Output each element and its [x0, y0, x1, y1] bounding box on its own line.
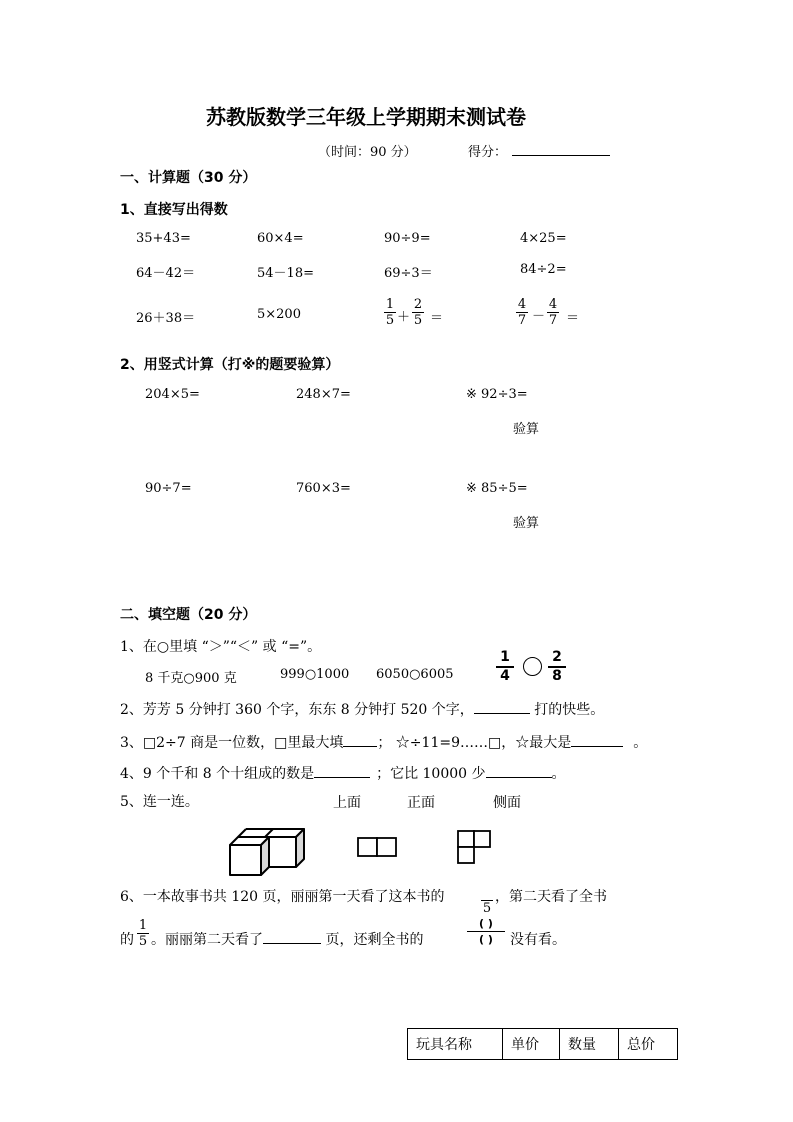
fraction	[548, 649, 566, 685]
answer-blank	[343, 734, 377, 747]
answer-blank	[474, 701, 530, 714]
fraction-numerator: 2	[552, 649, 562, 665]
question-2-text: 2、芳芳 5 分钟打 360 个字，东东 8 分钟打 520 个字，	[120, 702, 474, 718]
side-view-figure	[456, 829, 494, 865]
fraction	[137, 918, 149, 949]
page-title: 苏教版数学三年级上学期期末测试卷	[206, 105, 526, 129]
vertical-calc-item: 248×7=	[296, 387, 351, 402]
table-header-cell: 数量	[560, 1029, 619, 1060]
question-6-end: 没有看。	[510, 932, 566, 948]
fraction	[516, 297, 528, 328]
question-6-text-2: 页，还剩全书的	[321, 932, 424, 948]
calc-item: 84÷2=	[520, 262, 567, 277]
toy-table	[407, 1028, 678, 1060]
view-label-side: 侧面	[493, 795, 521, 811]
answer-blank	[314, 765, 370, 778]
fraction-denominator: 5	[413, 313, 423, 328]
question-4-text-2: ；它比 10000 少	[376, 766, 486, 782]
answer-blank	[486, 765, 552, 778]
fraction-denominator: 7	[548, 313, 558, 328]
part-2-heading: 2、用竖式计算（打※的题要验算）	[120, 357, 340, 373]
calc-item: 90÷9=	[384, 231, 431, 246]
check-label: 验算	[513, 422, 540, 437]
table-header-row	[408, 1029, 678, 1060]
fraction	[481, 885, 493, 916]
fraction	[384, 297, 396, 328]
score-label: 得分：	[468, 145, 508, 160]
question-6-line-2: 的	[120, 932, 134, 948]
vertical-calc-item: ※ 92÷3=	[466, 387, 528, 402]
fraction-numerator	[481, 885, 493, 900]
table-header-cell: 单价	[503, 1029, 560, 1060]
fraction-numerator: 4	[548, 297, 558, 312]
operator: －	[532, 309, 546, 324]
calc-item: 35+43=	[136, 231, 191, 246]
section-2-heading: 二、填空题（20 分）	[120, 607, 257, 623]
fraction-denominator: 5	[482, 901, 492, 916]
calc-item: 54－18=	[257, 266, 314, 281]
answer-fraction[interactable]	[467, 916, 505, 947]
calc-item: 4×25=	[520, 231, 567, 246]
question-6-line-1: 6、一本故事书共 120 页，丽丽第一天看了这本书的	[120, 889, 445, 905]
calc-item: 60×4=	[257, 231, 304, 246]
view-label-top: 上面	[333, 795, 361, 811]
question-3-text-2: ； ☆÷11=9……□，☆最大是	[377, 735, 572, 751]
question-3-text: 3、□2÷7 商是一位数，□里最大填	[120, 735, 344, 751]
question-5: 5、连一连。	[120, 794, 199, 810]
fraction	[412, 297, 424, 328]
compare-circle	[523, 657, 542, 676]
question-3-end: 。	[633, 735, 648, 751]
time-label: （时间：90 分）	[318, 145, 417, 160]
question-1: 1、在○里填 “＞”“＜” 或 “=”。	[120, 639, 322, 655]
fraction-numerator: 4	[517, 297, 527, 312]
section-1-heading: 一、计算题（30 分）	[120, 170, 257, 186]
vertical-calc-item: ※ 85÷5=	[466, 481, 528, 496]
question-3	[120, 732, 647, 752]
calc-item: 5×200	[257, 307, 301, 322]
table-header-cell: 总价	[619, 1029, 678, 1060]
fraction-numerator: ( )	[479, 917, 493, 930]
question-6-line-1-end: ，第二天看了全书	[495, 889, 607, 905]
compare-item: 8 千克○900 克	[145, 671, 237, 686]
answer-blank	[263, 931, 321, 944]
question-4	[120, 763, 566, 783]
compare-item: 999○1000	[280, 667, 350, 682]
part-1-heading: 1、直接写出得数	[120, 202, 228, 218]
vertical-calc-item: 204×5=	[145, 387, 200, 402]
question-2	[120, 699, 604, 719]
fraction-numerator: 1	[138, 918, 148, 933]
question-4-end: 。	[551, 766, 566, 782]
vertical-calc-item: 760×3=	[296, 481, 351, 496]
fraction-denominator: ( )	[479, 933, 493, 946]
answer-blank	[571, 734, 623, 747]
cubes-figure	[226, 826, 310, 880]
question-4-text: 4、9 个千和 8 个十组成的数是	[120, 766, 315, 782]
equals: ＝	[430, 311, 444, 326]
fraction	[547, 297, 559, 328]
fraction	[496, 649, 514, 685]
fraction-denominator: 7	[517, 313, 527, 328]
operator: ＋	[397, 310, 411, 325]
question-6-text: 。丽丽第二天看了	[151, 932, 263, 948]
table-header-cell: 玩具名称	[408, 1029, 503, 1060]
fraction-numerator: 1	[500, 649, 510, 665]
fraction-denominator: 8	[552, 668, 562, 684]
view-label-front: 正面	[407, 795, 435, 811]
calc-item: 69÷3＝	[384, 266, 433, 281]
question-2-end: 打的快些。	[529, 702, 605, 718]
fraction-numerator: 1	[385, 297, 395, 312]
check-label: 验算	[513, 516, 540, 531]
vertical-calc-item: 90÷7=	[145, 481, 192, 496]
question-6-line-2-mid	[151, 929, 423, 949]
fraction-denominator: 5	[138, 934, 148, 949]
calc-item: 26＋38＝	[136, 311, 196, 326]
top-view-figure	[357, 836, 397, 858]
fraction-denominator: 4	[500, 668, 510, 684]
fraction-denominator: 5	[385, 313, 395, 328]
score-blank	[512, 155, 610, 156]
calc-item: 64－42＝	[136, 266, 196, 281]
equals: ＝	[566, 311, 580, 326]
compare-item: 6050○6005	[376, 667, 454, 682]
fraction-numerator: 2	[413, 297, 423, 312]
